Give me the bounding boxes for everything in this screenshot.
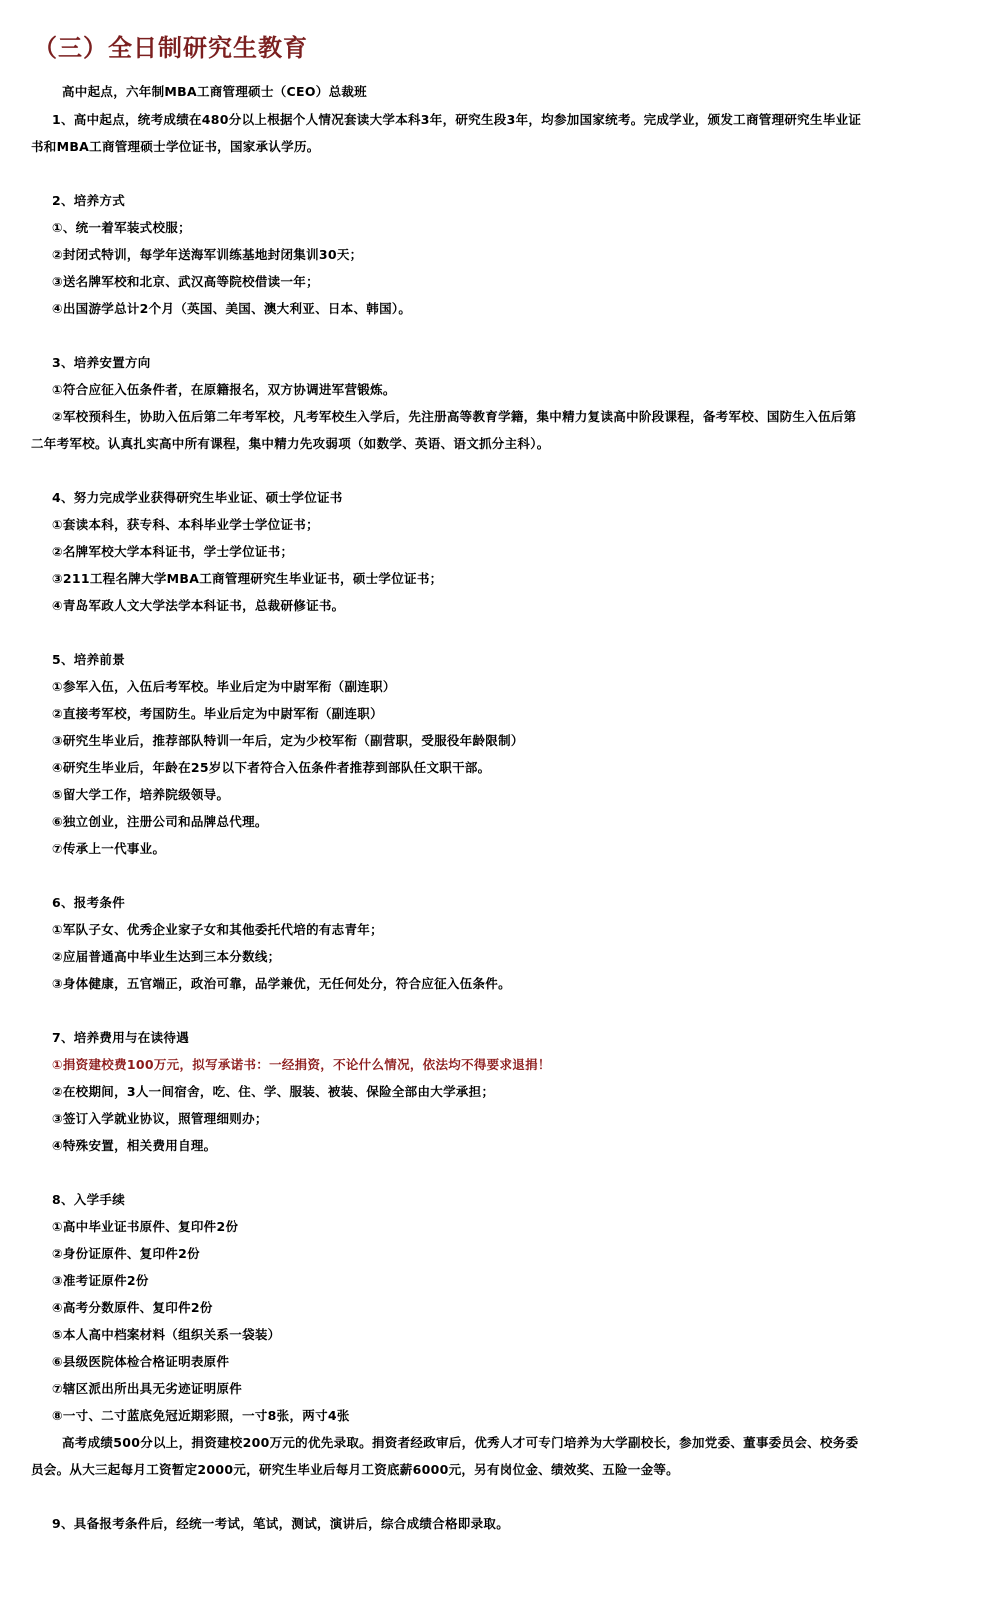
highlighted-list-item: ①捐资建校费100万元，拟写承诺书：一经捐资，不论什么情况，依法均不得要求退捐！ [52, 1057, 551, 1072]
list-item: ②身份证原件、复印件2份 [52, 1246, 200, 1261]
list-item: ①、统一着军装式校服； [52, 220, 191, 235]
list-item: ②封闭式特训，每学年送海军训练基地封闭集训30天； [52, 247, 363, 262]
list-item: ⑧一寸、二寸蓝底免冠近期彩照，一寸8张，两寸4张 [52, 1408, 350, 1423]
list-item: ①符合应征入伍条件者，在原籍报名，双方协调进军营锻炼。 [52, 382, 396, 397]
list-item: ⑤本人高中档案材料（组织关系一袋装） [52, 1327, 281, 1342]
list-item: ⑥县级医院体检合格证明表原件 [52, 1354, 230, 1369]
list-item: ②在校期间，3人一间宿舍，吃、住、学、服装、被装、保险全部由大学承担； [52, 1084, 495, 1099]
list-item: ④出国游学总计2个月（英国、美国、澳大利亚、日本、韩国）。 [52, 301, 412, 316]
section-heading-4: 4、努力完成学业获得研究生毕业证、硕士学位证书 [52, 490, 343, 505]
section-heading-9: 9、具备报考条件后，经统一考试，笔试，测试，演讲后，综合成绩合格即录取。 [52, 1516, 509, 1531]
list-item: ④青岛军政人文大学法学本科证书，总裁研修证书。 [52, 598, 345, 613]
list-item: ③签订入学就业协议，照管理细则办； [52, 1111, 268, 1126]
list-item: ①套读本科，获专科、本科毕业学士学位证书； [52, 517, 319, 532]
list-item: ②军校预科生，协助入伍后第二年考军校，凡考军校生入学后，先注册高等教育学籍，集中精力复读高中阶段课程，备考军校、国防生入伍后第 [52, 409, 857, 424]
list-item: ②应届普通高中毕业生达到三本分数线； [52, 949, 281, 964]
section-heading-2: 2、培养方式 [52, 193, 125, 208]
priority-admission-paragraph: 高考成绩500分以上，捐资建校200万元的优先录取。捐资者经政审后，优秀人才可专门培养为大学副校长，参加党委、董事委员会、校务委 [62, 1435, 859, 1450]
priority-admission-paragraph-cont: 员会。从大三起每月工资暂定2000元，研究生毕业后每月工资底薪6000元，另有岗位金、绩效奖、五险一金等。 [31, 1462, 679, 1477]
list-item: ③研究生毕业后，推荐部队特训一年后，定为少校军衔（副营职，受服役年龄限制） [52, 733, 524, 748]
section-heading-8: 8、入学手续 [52, 1192, 125, 1207]
page-title: （三）全日制研究生教育 [33, 34, 308, 62]
list-item: ⑤留大学工作，培养院级领导。 [52, 787, 230, 802]
course-heading: 高中起点，六年制MBA工商管理硕士（CEO）总裁班 [62, 84, 367, 99]
list-item-cont: 二年考军校。认真扎实高中所有课程，集中精力先攻弱项（如数学、英语、语文抓分主科）。 [31, 436, 550, 451]
list-item: ③送名牌军校和北京、武汉高等院校借读一年； [52, 274, 319, 289]
list-item: ③身体健康，五官端正，政治可靠，品学兼优，无任何处分，符合应征入伍条件。 [52, 976, 511, 991]
paragraph-1-cont: 书和MBA工商管理硕士学位证书，国家承认学历。 [31, 139, 320, 154]
list-item: ①军队子女、优秀企业家子女和其他委托代培的有志青年； [52, 922, 383, 937]
list-item: ④研究生毕业后，年龄在25岁以下者符合入伍条件者推荐到部队任文职干部。 [52, 760, 491, 775]
section-heading-7: 7、培养费用与在读待遇 [52, 1030, 189, 1045]
section-heading-3: 3、培养安置方向 [52, 355, 151, 370]
list-item: ⑥独立创业，注册公司和品牌总代理。 [52, 814, 268, 829]
list-item: ①高中毕业证书原件、复印件2份 [52, 1219, 239, 1234]
list-item: ⑦辖区派出所出具无劣迹证明原件 [52, 1381, 243, 1396]
list-item: ④特殊安置，相关费用自理。 [52, 1138, 217, 1153]
list-item: ②直接考军校，考国防生。毕业后定为中尉军衔（副连职） [52, 706, 383, 721]
list-item: ③准考证原件2份 [52, 1273, 149, 1288]
list-item: ②名牌军校大学本科证书，学士学位证书； [52, 544, 294, 559]
list-item: ④高考分数原件、复印件2份 [52, 1300, 213, 1315]
list-item: ①参军入伍，入伍后考军校。毕业后定为中尉军衔（副连职） [52, 679, 396, 694]
paragraph-1: 1、高中起点，统考成绩在480分以上根据个人情况套读大学本科3年，研究生段3年，均参加国家统考。完成学业，颁发工商管理研究生毕业证 [52, 112, 862, 127]
section-heading-5: 5、培养前景 [52, 652, 125, 667]
section-heading-6: 6、报考条件 [52, 895, 125, 910]
list-item: ⑦传承上一代事业。 [52, 841, 166, 856]
list-item: ③211工程名牌大学MBA工商管理研究生毕业证书，硕士学位证书； [52, 571, 443, 586]
